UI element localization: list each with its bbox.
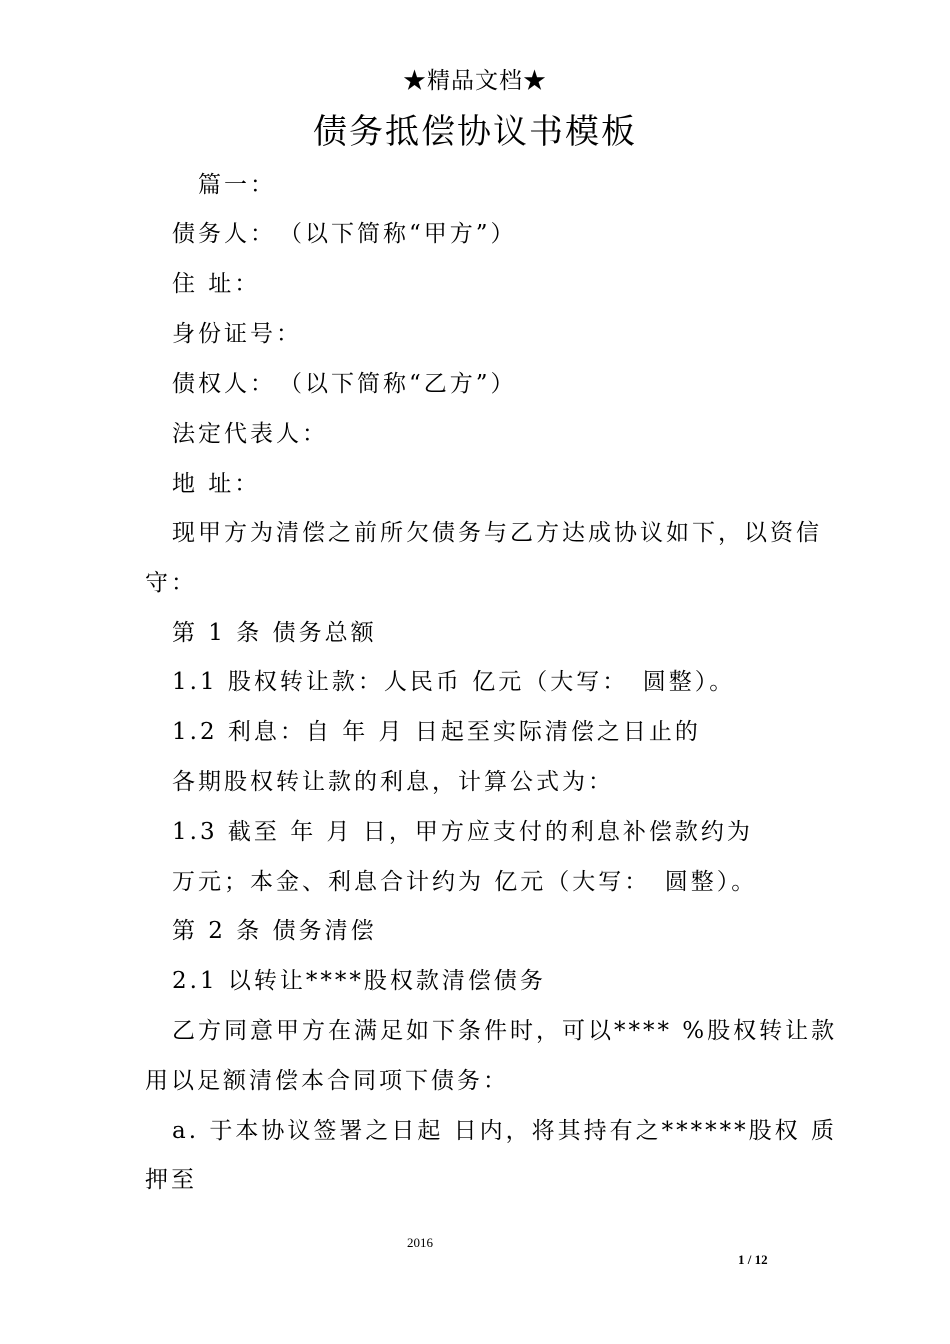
paragraph-line: 篇一：: [198, 172, 276, 198]
paragraph-line: 债权人： （以下简称“乙方”）: [172, 371, 517, 397]
page-number: 1 / 12: [738, 1252, 768, 1267]
paragraph-line: 2.1 以转让****股权款清偿债务: [172, 968, 546, 994]
paragraph-line: 债务人： （以下简称“甲方”）: [172, 221, 517, 247]
footer-year: 2016: [407, 1235, 433, 1250]
paragraph-line: 守：: [145, 570, 197, 596]
paragraph-line: a. 于本协议签署之日起 日内，将其持有之******股权 质: [172, 1118, 837, 1144]
paragraph-line: 各期股权转让款的利息，计算公式为：: [172, 769, 614, 795]
paragraph-line: 地 址：: [172, 471, 261, 497]
paragraph-line: 乙方同意甲方在满足如下条件时，可以**** %股权转让款: [172, 1018, 838, 1044]
paragraph-line: 1.3 截至 年 月 日，甲方应支付的利息补偿款约为: [172, 819, 753, 845]
paragraph-line: 万元；本金、利息合计约为 亿元（大写： 圆整）。: [172, 869, 758, 895]
paragraph-line: 第 2 条 债务清偿: [172, 918, 377, 944]
paragraph-line: 用以足额清偿本合同项下债务：: [145, 1068, 509, 1094]
paragraph-line: 押至: [145, 1167, 197, 1193]
paragraph-line: 第 1 条 债务总额: [172, 620, 377, 646]
document-title: 债务抵偿协议书模板: [313, 112, 637, 152]
paragraph-line: 法定代表人：: [172, 421, 328, 447]
paragraph-line: 1.1 股权转让款：人民币 亿元（大写： 圆整）。: [172, 669, 736, 695]
paragraph-line: 住 址：: [172, 271, 261, 297]
paragraph-line: 1.2 利息：自 年 月 日起至实际清偿之日止的: [172, 719, 701, 745]
document-header-label: ★精品文档★: [403, 68, 547, 94]
paragraph-line: 现甲方为清偿之前所欠债务与乙方达成协议如下，以资信: [172, 520, 822, 546]
paragraph-line: 身份证号：: [172, 321, 302, 347]
